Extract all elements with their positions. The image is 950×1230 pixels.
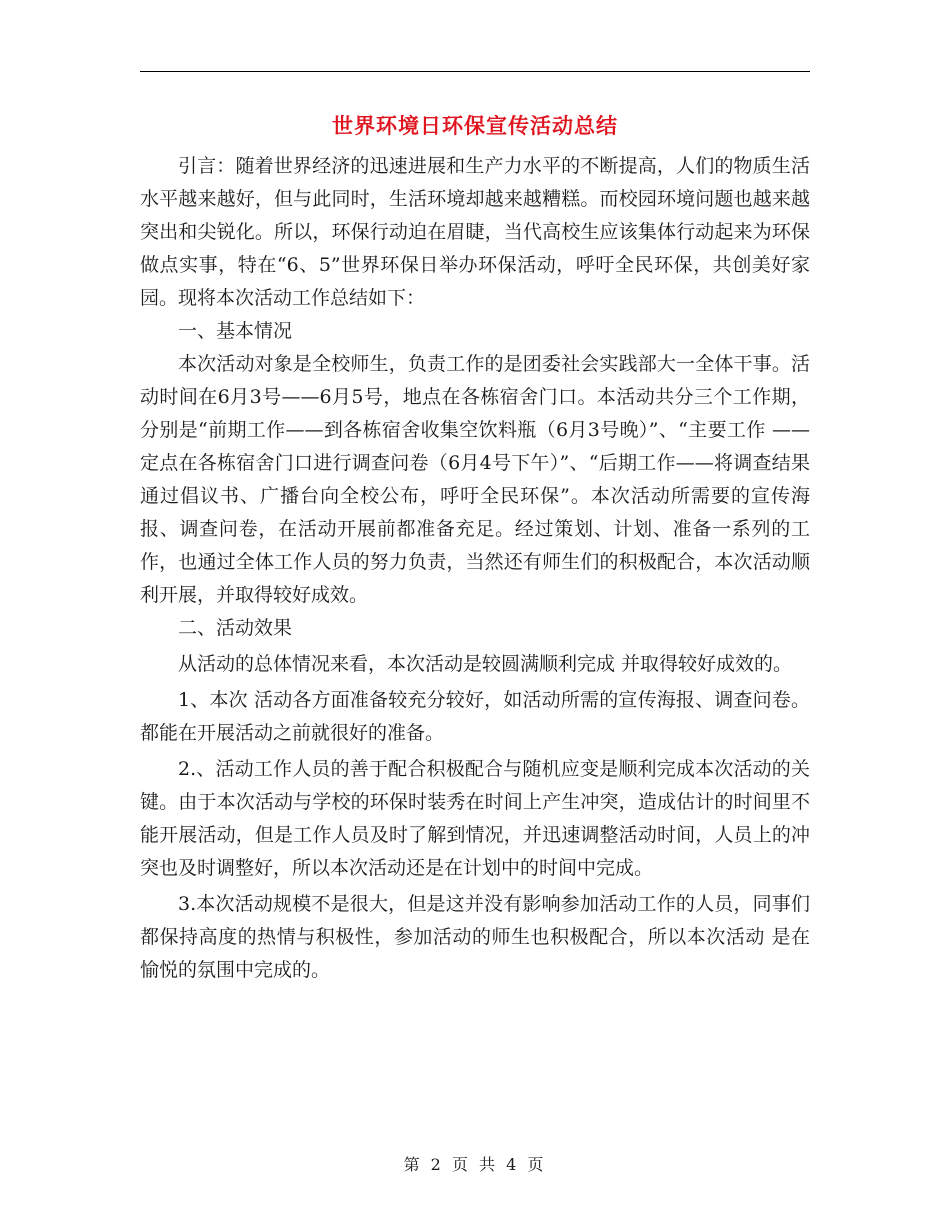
paragraph-basic-situation: 本次活动对象是全校师生，负责工作的是团委社会实践部大一全体干事。活动时间在6月3号——6月5号，地点在各栋宿舍门口。本活动共分三个工作期，分别是“前期工作——到各栋宿舍收集空饮料瓶（6月3号晚）”、“主要工作 ——定点在各栋宿舍门口进行调查问卷（6月4号下午）”、“后期工作——将调查结果通过倡议书、广播台向全校公布，呼吁全民环保”。本次活动所需要的宣传海报、调查问卷，在活动开展前都准备充足。经过策划、计划、准备一系列的工作，也通过全体工作人员的努力负责，当然还有师生们的积极配合，本次活动顺利开展，并取得较好成效。: [140, 353, 810, 606]
paragraph-effect-point-3: 3.本次活动规模不是很大，但是这并没有影响参加活动工作的人员，同事们都保持高度的热情与积极性，参加活动的师生也积极配合，所以本次活动 是在愉悦的氛围中完成的。: [140, 893, 810, 981]
section-heading-basic-situation: 一、基本情况: [178, 320, 293, 342]
document-body: [140, 150, 810, 987]
section-heading-activity-effect: 二、活动效果: [178, 617, 293, 639]
paragraph-effect-point-1: 1、本次 活动各方面准备较充分较好，如活动所需的宣传海报、调查问卷。都能在开展活动之前就很好的准备。: [140, 689, 810, 744]
header-rule: [140, 71, 810, 72]
paragraph-introduction: 引言：随着世界经济的迅速进展和生产力水平的不断提高，人们的物质生活水平越来越好，但与此同时，生活环境却越来越糟糕。而校园环境问题也越来越突出和尖锐化。所以，环保行动迫在眉睫，当代高校生应该集体行动起来为环保做点实事，特在“6、5”世界环保日举办环保活动，呼吁全民环保，共创美好家园。现将本次活动工作总结如下：: [140, 155, 810, 309]
paragraph-effect-overview: 从活动的总体情况来看，本次活动是较圆满顺利完成 并取得较好成效的。: [178, 653, 793, 675]
paragraph-effect-point-2: 2.、活动工作人员的善于配合积极配合与随机应变是顺利完成本次活动的关键。由于本次活动与学校的环保时装秀在时间上产生冲突，造成估计的时间里不能开展活动，但是工作人员及时了解到情况，并迅速调整活动时间，人员上的冲突也及时调整好，所以本次活动还是在计划中的时间中完成。: [140, 758, 810, 879]
document-title: 世界环境日环保宣传活动总结: [332, 113, 618, 138]
page-number-footer: 第 2 页 共 4 页: [403, 1155, 547, 1174]
